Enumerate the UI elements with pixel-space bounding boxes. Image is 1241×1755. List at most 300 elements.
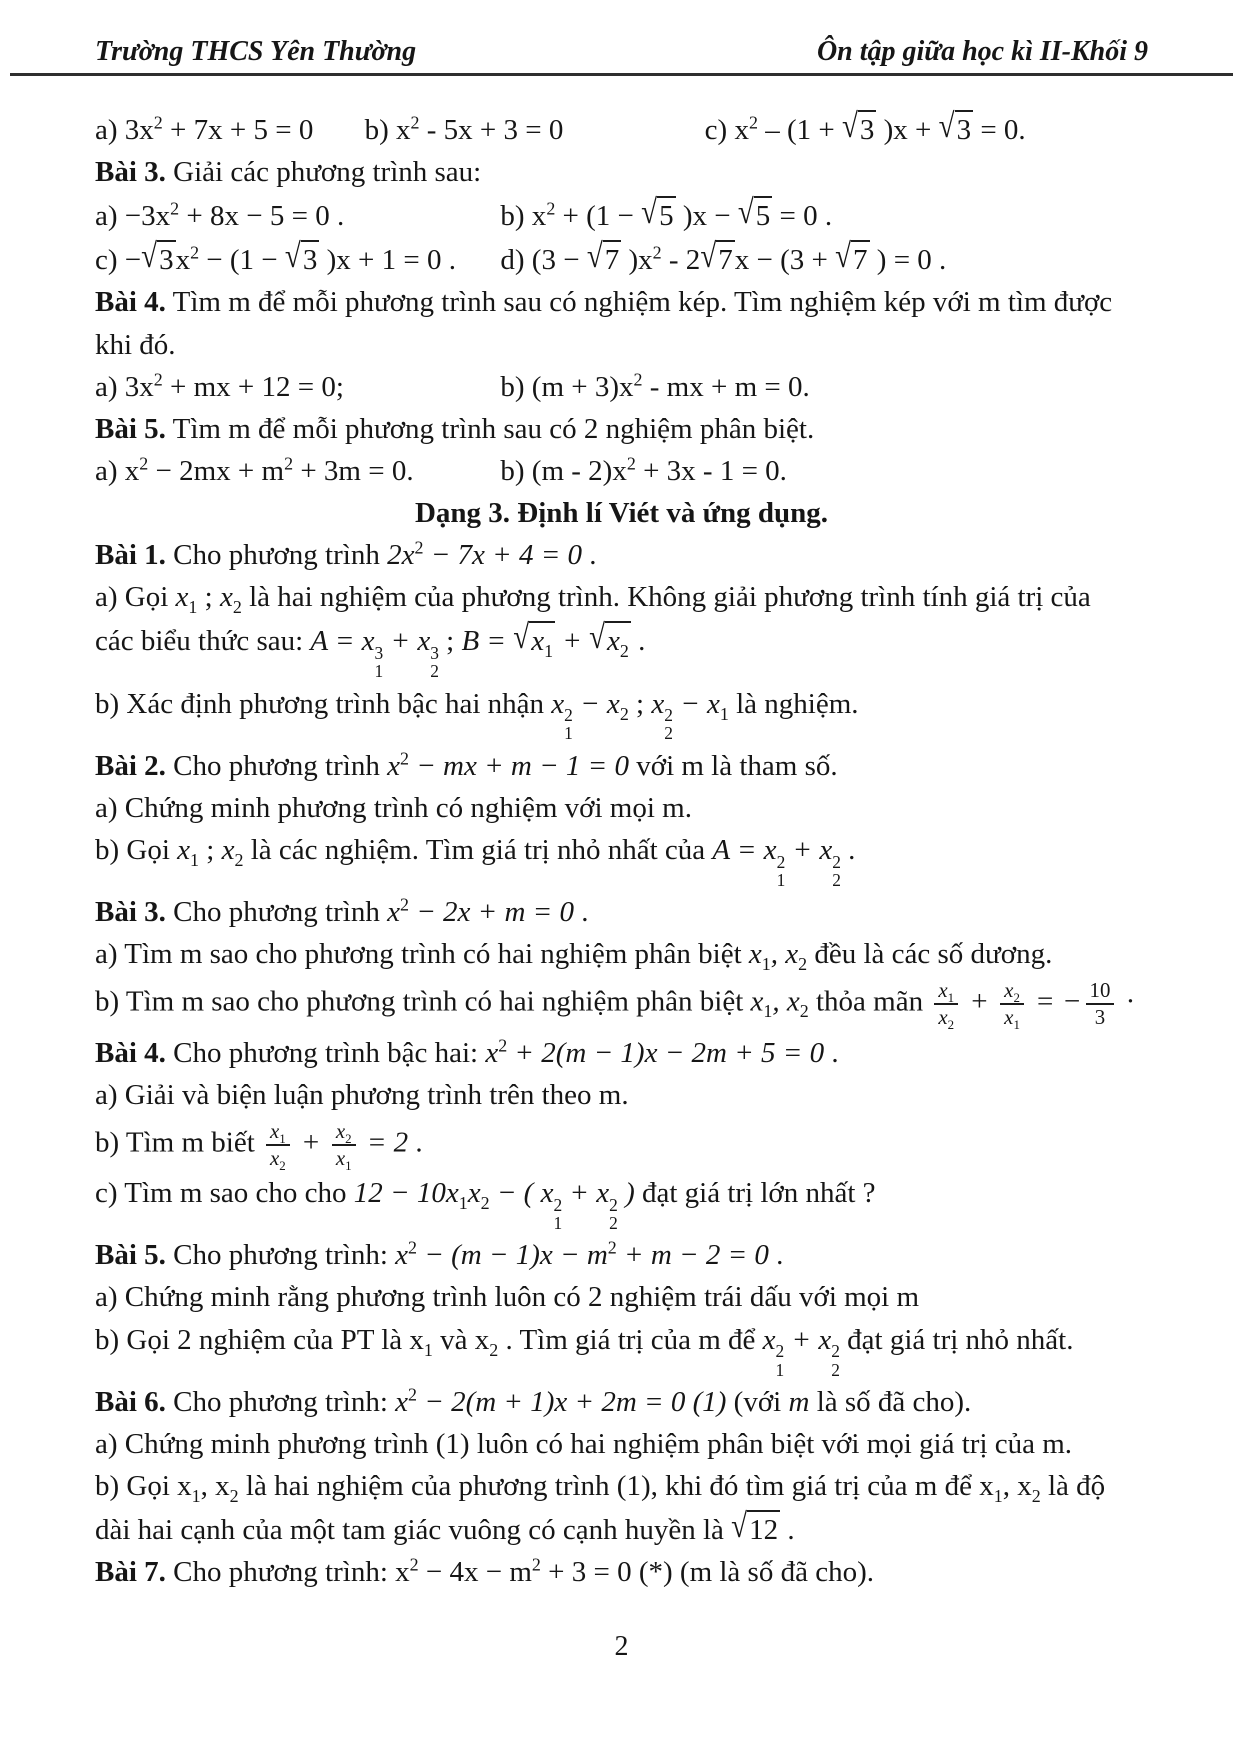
subsup-stack [777,853,786,890]
subscript: 1 [458,1192,468,1213]
math-fragment: − x [672,687,720,720]
superscript: 2 [546,198,556,219]
text-fragment: + 8x − 5 = 0 . [179,200,345,233]
subsup-stack [776,1342,785,1379]
text-fragment: a) Chứng minh phương trình (1) luôn có hai nghiệm phân biệt với mọi giá trị của m. [95,1427,1073,1460]
sqrt-expression [737,193,772,235]
bold-fragment: Bài 7. [95,1556,166,1589]
text-fragment: + 3x - 1 = 0. [635,454,787,487]
subsup-stack [609,1196,618,1233]
math-fragment: x [938,1005,948,1030]
math-fragment: = − [1027,985,1082,1018]
subscript: 1 [719,703,729,724]
line-cell [95,240,500,279]
subscript: 2 [798,954,808,975]
text-fragment: + mx + 12 = 0; [162,370,344,403]
line-cell [500,240,946,279]
subscript: 2 [279,1157,286,1173]
radicand [529,621,555,660]
text-fragment: và x [432,1323,490,1356]
numerator [266,1119,290,1146]
subscript: 2 [229,1485,239,1506]
math-fragment: x [395,1239,409,1272]
subscript: 2 [489,1339,499,1360]
subscript: 1 [279,1131,286,1147]
radicand: 12 [747,1510,780,1549]
fraction [266,1118,290,1173]
math-fragment: B = [461,625,514,658]
line-cell [500,453,787,490]
text-fragment: Cho phương trình: x [165,1556,410,1589]
math-fragment: x [387,749,400,782]
text-fragment: - 5x + 3 = 0 [419,114,564,146]
header-school-name: Trường THCS Yên Thường [95,36,417,67]
subscript: 1 [188,597,198,617]
text-fragment: ; [628,687,652,720]
text-line [95,369,1148,406]
radical-sign: √ [141,238,158,276]
subscript: 2 [609,1213,618,1234]
text-line [95,453,1148,490]
subscript: 2 [234,849,244,870]
bold-fragment: Bài 4. [95,1036,166,1069]
math-fragment: x [762,1323,776,1356]
text-fragment: ; [199,833,222,866]
math-fragment: A = x [712,833,777,866]
sqrt-expression [938,107,973,149]
text-fragment: a) 3x [95,114,154,146]
denominator [934,1005,958,1033]
text-fragment: b) Gọi x [95,1470,192,1502]
text-fragment: + 7x + 5 = 0 [162,114,314,146]
math-fragment: x [748,938,762,971]
math-fragment: x [221,833,235,866]
superscript: 2 [498,1035,508,1055]
superscript: 2 [609,1194,618,1215]
superscript: 2 [564,705,573,726]
text-fragment: b) Tìm m biết [95,1126,263,1159]
text-fragment: + 3 = 0 (*) (m là số đã cho). [540,1556,874,1589]
text-fragment: b) x [500,200,547,233]
math-fragment: x [175,581,189,614]
text-fragment: là số đã cho). [809,1385,972,1418]
text-fragment: Tìm m để mỗi phương trình sau có 2 nghiệm phân biệt. [165,412,815,445]
math-fragment: − 2x + m = 0 [408,896,574,929]
denominator [266,1146,290,1171]
subscript: 2 [664,723,673,744]
text-fragment: · [1118,985,1136,1018]
text-line [95,686,1148,743]
bold-fragment: Bài 4. [95,286,166,319]
radicand: 3 [157,240,176,279]
text-fragment: = 0 . [772,200,833,233]
subscript: 2 [345,1131,352,1147]
text-fragment: ; [197,581,220,614]
math-fragment: + m − 2 = 0 [616,1239,769,1272]
text-fragment: Giải các phương trình sau: [165,156,482,189]
subscript: 2 [832,869,841,890]
math-fragment: x [651,687,665,720]
math-fragment: x [938,978,948,1003]
superscript: 2 [626,453,636,474]
radical-sign: √ [641,193,658,232]
sqrt-expression [731,1507,780,1549]
text-fragment: c) − [95,244,142,277]
text-fragment: a) Chứng minh rằng phương trình luôn có 2 nghiệm trái dấu với mọi m [95,1281,920,1314]
text-line [95,894,1148,931]
text-fragment: b) Tìm m sao cho phương trình có hai nghiệm phân biệt [95,985,751,1018]
math-fragment: , x [770,938,799,971]
radical-sign: √ [737,193,754,232]
subscript: 2 [831,1359,840,1380]
header-title: Ôn tập giữa học kì II-Khối 9 [816,36,1148,67]
superscript: 2 [170,198,180,219]
text-line [95,579,1148,616]
text-fragment: ) = 0 . [869,244,947,277]
subscript: 1 [993,1485,1003,1506]
math-fragment: x [1004,1005,1014,1030]
text-fragment: − 4x − m [418,1556,532,1589]
math-fragment: x [607,625,620,658]
sqrt-expression [641,193,675,235]
math-fragment: + [555,625,590,658]
text-line [95,327,1148,364]
superscript: 2 [399,748,409,769]
line-cell [500,193,833,235]
text-fragment: a) −3x [95,200,171,233]
text-line [95,1035,1148,1072]
superscript: 2 [831,1341,840,1362]
text-fragment: . [768,1239,784,1272]
math-fragment: x [335,1145,346,1170]
superscript: 3 [374,643,384,663]
radical-sign: √ [513,618,530,657]
math-fragment: = 2 [359,1126,409,1159]
math-fragment: + [293,1126,328,1159]
radicand: 7 [716,240,735,279]
line-cell [95,369,500,406]
superscript: 2 [284,453,294,474]
radical-sign: √ [586,238,603,276]
superscript: 3 [430,643,439,663]
denominator [1086,1005,1115,1030]
text-fragment: a) Tìm m sao cho phương trình có hai nghiệm phân biệt [95,938,749,971]
text-fragment: b) Xác định phương trình bậc hai nhận [95,687,552,720]
text-fragment: b) (m + 3)x [500,370,634,403]
subscript: 1 [775,1359,785,1380]
denominator [1000,1005,1024,1033]
text-line [95,193,1148,235]
subscript: 1 [553,1213,563,1234]
bold-fragment: Bài 5. [95,412,166,445]
text-fragment: a) 3x [95,370,154,403]
math-fragment: − 2(m + 1)x + 2m = 0 (1) [417,1385,727,1418]
subsup-stack [564,706,573,743]
text-fragment: , x [200,1470,230,1502]
superscript: 2 [607,1237,617,1258]
text-fragment: đạt giá trị lớn nhất ? [634,1177,876,1210]
subscript: 2 [799,1001,809,1022]
bold-fragment: Bài 3. [95,156,166,189]
superscript: 2 [408,1237,417,1258]
subscript: 2 [1013,990,1020,1006]
bold-fragment: Bài 3. [95,896,166,929]
text-fragment: . [780,1514,795,1547]
text-fragment: 10 [1089,978,1111,1003]
sqrt-expression [285,240,319,279]
subscript: 1 [345,1157,352,1173]
text-fragment: a) Gọi [95,581,176,614]
text-line [95,1554,1148,1591]
text-fragment: + 3m = 0. [293,454,414,487]
text-fragment: . [630,625,646,658]
text-line [95,1384,1148,1421]
text-fragment: x [175,244,191,277]
header-rule [10,73,1233,76]
subscript: 2 [1031,1485,1041,1506]
text-fragment: khi đó. [95,328,176,361]
text-fragment: 3 [1094,1005,1106,1030]
page-header [95,36,1148,68]
text-fragment: dài hai cạnh của một tam giác vuông có cạnh huyền là [95,1514,732,1547]
text-fragment: Cho phương trình: [165,1385,396,1418]
radicand: 7 [851,240,870,279]
text-fragment: c) Tìm m sao cho cho [95,1177,354,1210]
radicand: 7 [603,240,622,279]
math-fragment: x [485,1036,499,1069]
denominator [332,1146,356,1171]
text-fragment: − 2mx + m [148,454,285,487]
radical-sign: √ [835,238,852,276]
bold-fragment: Bài 6. [95,1385,166,1418]
sqrt-expression [700,240,734,279]
text-line [95,1468,1148,1505]
subscript: 2 [947,1017,955,1033]
numerator [1086,978,1115,1005]
superscript: 2 [399,894,409,915]
text-fragment: các biểu thức sau: [95,625,311,658]
subscript: 1 [423,1339,433,1360]
sqrt-expression [141,240,175,279]
text-line [95,790,1148,827]
text-line [95,936,1148,973]
superscript: 2 [409,1554,419,1575]
math-fragment: x [467,1177,481,1210]
superscript: 2 [652,242,662,263]
radical-sign: √ [284,238,301,276]
sqrt-expression [587,240,621,279]
text-line [95,537,1148,574]
text-line [95,1118,1148,1173]
text-fragment: . [582,539,597,572]
fraction [1000,978,1024,1033]
superscript: 2 [408,1384,417,1405]
text-fragment: x − (3 + [734,244,836,277]
math-fragment: x [1004,978,1014,1003]
subscript: 1 [191,1485,201,1506]
math-fragment: 2x [387,539,415,572]
math-fragment: − (m − 1)x − m [417,1239,608,1272]
radicand [605,621,631,660]
superscript: 2 [633,369,643,389]
text-fragment: )x [621,244,653,277]
sqrt-expression [835,240,869,279]
subscript: 2 [619,641,629,662]
sqrt-expression [841,107,876,149]
superscript: 2 [553,1194,563,1215]
sqrt-expression [513,618,555,662]
bold-fragment: Bài 1. [95,539,166,572]
text-fragment: thỏa mãn [808,985,931,1018]
subscript: 1 [761,954,771,975]
text-line [95,240,1148,279]
text-fragment: là các nghiệm. Tìm giá trị nhỏ nhất của [243,833,713,866]
subsup-stack [664,706,673,743]
subscript: 2 [430,661,439,682]
text-fragment: c) x [704,114,749,146]
subscript: 1 [947,990,955,1006]
radical-sign: √ [589,618,606,657]
subscript: 1 [763,1001,773,1022]
text-fragment: ; [438,625,462,658]
text-fragment: – (1 + [757,114,842,146]
math-fragment: − x [572,687,620,720]
text-fragment: với m là tham số. [628,749,838,782]
superscript: 2 [832,851,841,872]
text-fragment: , x [1002,1470,1032,1502]
subscript: 1 [776,869,786,890]
superscript: 2 [664,705,673,726]
math-fragment: − 7x + 4 = 0 [423,539,583,572]
subscript: 1 [190,849,200,870]
math-fragment: + x [784,1323,832,1356]
text-fragment: d) (3 − [500,244,587,277]
math-fragment: A = x [310,625,375,658]
math-fragment: x [219,581,233,614]
text-fragment: b) Gọi [95,833,178,866]
subscript: 1 [564,723,573,744]
superscript: 2 [153,369,163,389]
text-line [95,1507,1148,1549]
text-fragment: + (1 − [555,200,642,233]
superscript: 2 [748,112,758,133]
text-fragment: - 2 [661,244,701,277]
text-line [95,1237,1148,1274]
bold-fragment: Dạng 3. Định lí Viét và ứng dụng. [414,496,829,529]
text-fragment: . [573,896,589,929]
math-fragment: x [270,1118,280,1143]
subsup-stack [375,644,384,681]
superscript: 2 [531,1554,541,1575]
text-fragment: là độ [1040,1470,1106,1502]
text-line [95,1175,1148,1232]
text-line [95,618,1148,682]
superscript: 2 [775,1341,785,1362]
radicand: 3 [858,110,877,149]
text-fragment: Cho phương trình [165,749,388,782]
subsup-stack [553,1196,562,1233]
math-fragment: + x [785,833,833,866]
text-fragment: )x − [675,200,738,233]
numerator [332,1119,356,1146]
text-fragment: − (1 − [199,244,285,277]
text-fragment: đều là các số dương. [807,938,1053,971]
line-cell [95,112,365,149]
superscript: 2 [190,242,200,263]
math-fragment: + 2(m − 1)x − 2m + 5 = 0 [507,1036,825,1069]
math-fragment: + [962,985,997,1018]
text-fragment: Tìm m để mỗi phương trình sau có nghiệm kép. Tìm nghiệm kép với m tìm được [165,286,1113,319]
text-fragment: Cho phương trình [165,539,388,572]
text-fragment: a) Giải và biện luận phương trình trên theo m. [95,1078,629,1111]
text-fragment: Cho phương trình bậc hai: [165,1036,486,1069]
text-line [95,495,1148,532]
math-fragment: m [788,1385,810,1418]
math-fragment: x [395,1385,409,1418]
text-line [95,1077,1148,1114]
line-cell [95,198,500,235]
text-line [95,284,1148,321]
text-line [95,107,1148,149]
text-fragment: . [824,1036,839,1069]
text-fragment: )x + 1 = 0 . [319,244,456,277]
text-line [95,1322,1148,1379]
superscript: 2 [153,112,163,133]
text-line [95,1279,1148,1316]
subscript: 2 [619,703,629,724]
worksheet-content [95,107,1148,1591]
math-fragment: x [270,1145,280,1170]
math-fragment: 12 − 10x [353,1177,459,1210]
math-fragment: x [177,833,191,866]
page-number: 2 [614,1631,629,1663]
text-fragment: b) (m - 2)x [500,454,627,487]
numerator [1000,978,1024,1005]
fraction [934,978,958,1033]
bold-fragment: Bài 5. [95,1239,166,1272]
math-fragment: x [750,985,764,1018]
text-line [95,832,1148,889]
subscript: 1 [1013,1017,1020,1033]
radical-sign: √ [700,238,717,276]
math-fragment: ) [617,1177,635,1210]
text-fragment: b) Gọi 2 nghiệm của PT là x [95,1323,424,1356]
math-fragment: − mx + m − 1 = 0 [408,749,629,782]
text-fragment: là nghiệm. [728,687,859,720]
numerator [934,978,958,1005]
text-fragment: . [408,1126,423,1159]
line-cell [365,112,705,149]
superscript: 2 [139,453,149,474]
math-fragment: + x [383,625,431,658]
text-fragment: (với [726,1385,789,1418]
line-cell [95,453,500,490]
radical-sign: √ [731,1507,748,1546]
text-fragment: )x + [876,114,939,146]
math-fragment: x [531,625,545,658]
text-fragment: Cho phương trình: [165,1239,396,1272]
subsup-stack [832,853,841,890]
math-fragment: + x [562,1177,610,1210]
text-fragment: . Tìm giá trị của m để [498,1323,763,1356]
fraction [332,1118,356,1173]
bold-fragment: Bài 2. [95,749,166,782]
sqrt-expression [589,618,631,662]
radicand: 3 [955,110,974,149]
text-fragment: a) Chứng minh phương trình có nghiệm với mọi m. [95,791,692,824]
math-fragment: x [551,687,565,720]
radical-sign: √ [841,107,858,146]
